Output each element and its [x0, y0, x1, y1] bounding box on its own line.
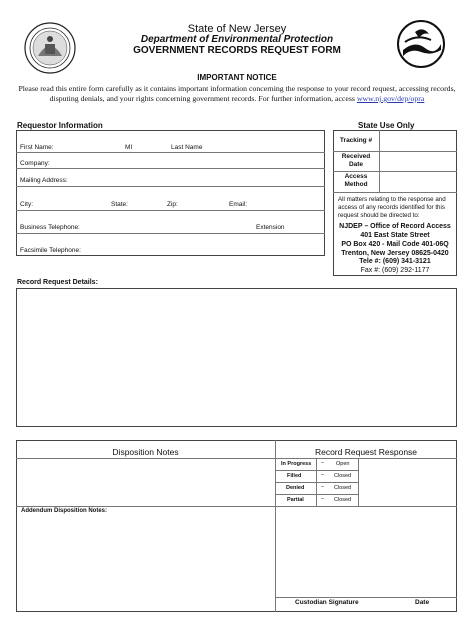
status-label: Denied: [286, 485, 305, 491]
office-street: 401 East State Street: [360, 232, 430, 239]
received-date-label: [333, 153, 379, 169]
divider: [16, 186, 325, 187]
disposition-notes-title: Disposition Notes: [112, 447, 179, 457]
received-label-1: Received: [341, 153, 371, 160]
status-dash: –: [321, 460, 325, 466]
addendum-label: Addendum Disposition Notes:: [21, 508, 107, 514]
divider: [16, 458, 457, 459]
notice-title: IMPORTANT NOTICE: [197, 73, 277, 82]
office-city: Trenton, New Jersey 08625-0420: [341, 250, 449, 257]
divider: [333, 151, 457, 152]
header-department: Department of Environmental Protection: [140, 34, 334, 45]
form-title: GOVERNMENT RECORDS REQUEST FORM: [133, 45, 341, 56]
status-dash: –: [321, 484, 325, 490]
header-state: State of New Jersey: [187, 23, 287, 35]
state-label: State:: [111, 201, 128, 208]
disposition-box: [16, 440, 457, 612]
office-pobox: PO Box 420 - Mail Code 401-06Q: [341, 241, 449, 248]
divider: [379, 130, 380, 192]
status-dash: –: [321, 496, 325, 502]
divider: [275, 597, 457, 598]
divider: [333, 171, 457, 172]
details-title: Record Request Details:: [17, 279, 98, 286]
first-name-label: First Name:: [20, 144, 54, 151]
divider: [16, 152, 325, 153]
divider: [16, 168, 325, 169]
access-method-label: [333, 173, 379, 189]
business-phone-label: Business Telephone:: [20, 224, 80, 231]
divider: [16, 210, 325, 211]
last-name-label: Last Name: [171, 144, 203, 151]
opra-link[interactable]: www.nj.gov/dep/opra: [356, 94, 425, 103]
status-value: Closed: [334, 485, 352, 491]
office-name: NJDEP – Office of Record Access: [339, 223, 451, 230]
divider: [275, 506, 457, 507]
contact-info-line: access of any records identified for this: [338, 204, 445, 211]
date-label: Date: [415, 599, 430, 606]
contact-info-line: All matters relating to the response and: [338, 196, 446, 203]
requestor-title: Requestor Information: [17, 121, 103, 130]
notice-text: [14, 84, 460, 104]
status-label: Filled: [287, 473, 302, 479]
email-label: Email:: [229, 201, 248, 208]
notice-body: Please read this entire form carefully as it contains important information concerning the response to your record request, accessing records, disputing denials, and your rights concerning government records. For further information, access: [18, 84, 456, 103]
tracking-label: Tracking #: [339, 137, 373, 144]
divider: [16, 506, 275, 507]
status-value: Closed: [334, 473, 352, 479]
company-label: Company:: [20, 160, 50, 167]
custodian-signature-label: Custodian Signature: [295, 599, 359, 606]
divider: [333, 192, 457, 193]
divider: [275, 482, 358, 483]
divider: [16, 233, 325, 234]
city-label: City:: [20, 201, 33, 208]
status-label: Partial: [287, 497, 304, 503]
details-textarea[interactable]: [16, 288, 457, 427]
extension-label: Extension: [256, 224, 285, 231]
zip-label: Zip:: [167, 201, 178, 208]
received-label-2: Date: [348, 161, 364, 168]
status-dash: –: [321, 472, 325, 478]
access-label-1: Access: [344, 173, 368, 180]
mi-label: MI: [125, 144, 133, 151]
divider: [275, 470, 358, 471]
contact-info-text: [338, 196, 454, 220]
status-value: Closed: [334, 497, 352, 503]
divider: [275, 494, 358, 495]
office-address: [333, 222, 457, 258]
contact-info-line: request should be directed to:: [338, 212, 420, 219]
office-fax: Fax #: (609) 292-1177: [360, 267, 430, 274]
response-title: Record Request Response: [314, 447, 418, 457]
mailing-address-label: Mailing Address:: [20, 177, 68, 184]
office-telephone: Tele #: (609) 341-3121: [359, 258, 431, 265]
divider: [275, 440, 276, 612]
access-label-2: Method: [344, 181, 368, 188]
fax-label: Facsimile Telephone:: [20, 247, 81, 254]
status-label: In Progress: [281, 461, 312, 467]
status-value: Open: [336, 461, 350, 467]
divider: [358, 458, 359, 506]
state-use-title: State Use Only: [358, 121, 415, 130]
